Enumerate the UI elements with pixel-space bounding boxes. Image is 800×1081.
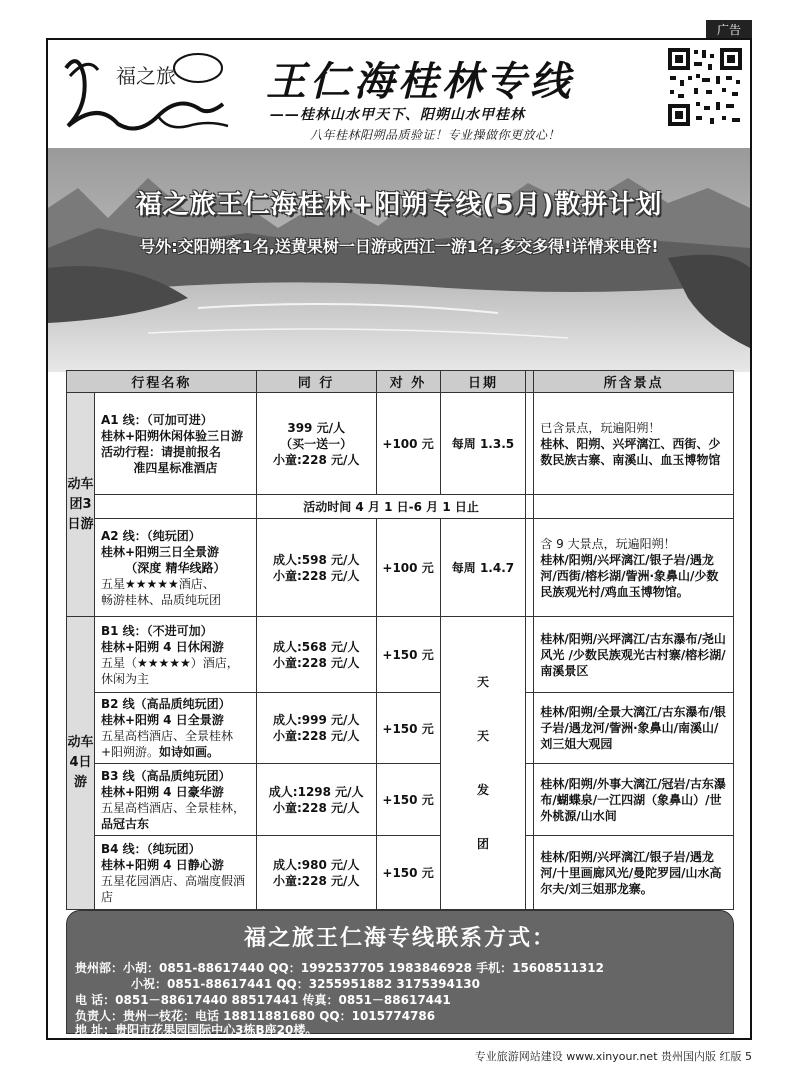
header-trade-price: 同 行 <box>256 371 376 393</box>
contact-phone-fax: 电 话：0851－88617440 88517441 传真：0851－88617441 <box>75 993 451 1007</box>
price-cell <box>256 764 376 836</box>
price-cell <box>256 617 376 693</box>
route-title: B1 线：（不进可加） <box>100 623 213 638</box>
route-slogan: 如诗如画。 <box>159 745 220 759</box>
price-cell <box>256 393 376 495</box>
header-route-name: 行程名称 <box>67 371 257 393</box>
gap-cell <box>526 519 534 617</box>
price-cell <box>256 693 376 764</box>
price-adult: 成人:980 元/人 <box>272 857 360 872</box>
price-child: 小童:228 元/人 <box>272 729 360 743</box>
table-row <box>67 836 734 910</box>
spots-list: 桂林/阳朔/兴坪漓江/古东瀑布/尧山风光 /少数民族观光古村寨/榕杉湖/南溪景区 <box>540 631 726 678</box>
price-adult: 399 元/人 <box>287 420 345 435</box>
slogan-primary: ——桂林山水甲天下、阳朔山水甲桂林 <box>270 107 525 123</box>
daily-char: 发 <box>476 783 489 797</box>
route-name: 桂林+阳朔休闲体验三日游 <box>100 428 244 443</box>
gap-cell <box>526 693 534 764</box>
header-gap <box>526 371 534 393</box>
page-footer: 专业旅游网站建设 www.xinyour.net 贵州国内版 红版 5 <box>474 1050 752 1063</box>
departure-daily <box>440 617 526 910</box>
route-b3 <box>94 764 256 836</box>
banner-title: 福之旅王仁海桂林+阳朔专线(5月)散拼计划 <box>135 190 663 220</box>
price-promo: （买一送一） <box>280 436 353 451</box>
slogan-secondary: 八年桂林阳朔品质验证！专业操做你更放心！ <box>310 128 561 142</box>
spots-cell <box>534 764 734 836</box>
route-b1 <box>94 617 256 693</box>
price-adult: 成人:568 元/人 <box>272 639 360 654</box>
route-hotel: 准四星标准酒店 <box>133 460 218 475</box>
contact-manager: 负责人：贵州一枝花：电话 18811881680 QQ：1015774786 <box>75 1009 436 1023</box>
price-adult: 成人:999 元/人 <box>272 713 360 727</box>
contact-address: 地 址：贵阳市花果园国际中心3栋B座20楼。 <box>75 1023 318 1037</box>
route-hotel: 五星花园酒店、高端度假酒店 <box>100 873 245 904</box>
spots-list: 桂林、阳朔、兴坪漓江、西街、少数民族古寨、南溪山、血玉博物馆 <box>540 436 721 467</box>
route-title: B3 线（高品质纯玩团） <box>100 768 231 783</box>
spots-list: 桂林/阳朔/兴坪漓江/银子岩/遇龙河/西街/榕杉湖/訾洲·象鼻山/少数民族观光村/鸡血玉博物馆。 <box>540 552 719 599</box>
price-cell <box>256 519 376 617</box>
contact-panel <box>66 910 734 1037</box>
route-title: A2 线：（纯玩团） <box>100 528 201 543</box>
route-tag: （深度 精华线路） <box>125 560 226 575</box>
departure-date: 每周 1.4.7 <box>440 519 526 617</box>
route-title: B4 线：（纯玩团） <box>100 841 201 856</box>
spots-list: 桂林/阳朔/全景大漓江/古东瀑布/银子岩/遇龙河/訾洲·象鼻山/南溪山/刘三姐大观园 <box>540 705 726 751</box>
header-retail: 对 外 <box>376 371 440 393</box>
header-date: 日期 <box>440 371 526 393</box>
extra-price: +100 元 <box>376 519 440 617</box>
advertisement-frame <box>46 38 752 1040</box>
activity-time: 活动时间 4 月 1 日-6 月 1 日止 <box>256 495 526 519</box>
price-adult: 成人:1298 元/人 <box>268 784 364 799</box>
price-child: 小童:228 元/人 <box>272 655 360 670</box>
spots-cell <box>534 393 734 495</box>
table-row <box>67 617 734 693</box>
contact-guizhou: 贵州部：小胡：0851-88617440 QQ：1992537705 1983846928 手机：15608511312 <box>75 961 604 975</box>
spots-cell <box>534 836 734 910</box>
route-name: 桂林+阳朔 4 日豪华游 <box>100 784 224 799</box>
header-spots: 所含景点 <box>534 371 734 393</box>
qr-code-icon <box>666 46 744 128</box>
route-title: B2 线（高品质纯玩团） <box>100 697 231 711</box>
table-row <box>67 519 734 617</box>
route-hotel: 五星高档酒店、全景桂林， <box>100 800 245 815</box>
brand-logo <box>58 46 248 142</box>
logo-text: 福之旅 <box>116 64 176 88</box>
price-child: 小童:228 元/人 <box>272 452 360 467</box>
price-child: 小童:228 元/人 <box>272 800 360 815</box>
price-adult: 成人:598 元/人 <box>272 552 360 567</box>
route-a1 <box>94 393 256 495</box>
departure-date: 每周 1.3.5 <box>440 393 526 495</box>
group-label-3day: 动车团3日游 <box>67 393 95 617</box>
spots-cell <box>534 693 734 764</box>
route-name: 桂林+阳朔 4 日静心游 <box>100 857 224 872</box>
gap-cell <box>526 617 534 693</box>
route-title: A1 线：（可加可进） <box>100 412 213 427</box>
price-child: 小童:228 元/人 <box>272 873 360 888</box>
route-name: 桂林+阳朔三日全景游 <box>100 544 220 559</box>
route-activity: 活动行程：请提前报名 <box>100 444 221 459</box>
daily-char: 天 <box>476 729 489 743</box>
route-hotel: 五星（★★★★★）酒店，休闲为主 <box>100 655 239 686</box>
spots-cell <box>534 519 734 617</box>
gap-cell <box>526 836 534 910</box>
spots-list: 桂林/阳朔/兴坪漓江/银子岩/遇龙河/十里画廊风光/曼陀罗园/山水高尔夫/刘三姐那龙寨。 <box>540 849 722 896</box>
route-b4 <box>94 836 256 910</box>
extra-price: +150 元 <box>376 617 440 693</box>
table-row <box>67 693 734 764</box>
route-hotel: 五星高档酒店、全景桂林+阳朔游。 <box>100 729 233 759</box>
route-hotel-desc: 畅游桂林、品质纯玩团 <box>100 592 221 607</box>
spots-cell <box>534 617 734 693</box>
main-title: 王仁海桂林专线 <box>266 58 574 105</box>
daily-char: 团 <box>476 837 489 851</box>
table-row <box>67 393 734 495</box>
daily-char: 天 <box>476 675 489 689</box>
landscape-image <box>48 148 750 372</box>
contact-title: 福之旅王仁海专线联系方式： <box>243 926 556 951</box>
route-hotel: 五星★★★★★酒店、 <box>100 576 215 591</box>
route-slogan: 品冠古东 <box>100 816 149 831</box>
extra-price: +150 元 <box>376 764 440 836</box>
contact-xiaozhu: 小祝：0851-88617441 QQ：3255951882 3175394130 <box>131 977 480 991</box>
activity-row <box>67 495 734 519</box>
gap-cell <box>526 764 534 836</box>
header <box>48 40 750 148</box>
ad-tag: 广告 <box>706 20 752 40</box>
price-child: 小童:228 元/人 <box>272 568 360 583</box>
route-b2 <box>94 693 256 764</box>
extra-price: +150 元 <box>376 693 440 764</box>
route-name: 桂林+阳朔 4 日全景游 <box>100 713 224 727</box>
spots-list: 桂林/阳朔/外事大漓江/冠岩/古东瀑布/蝴蝶泉/一江四湖（象鼻山）/世外桃源/山水间 <box>540 776 726 823</box>
group-label-4day: 动车4日游 <box>67 617 95 910</box>
table-header-row <box>67 371 734 393</box>
route-a2 <box>94 519 256 617</box>
extra-price: +150 元 <box>376 836 440 910</box>
spots-note: 已含景点，玩遍阳朔！ <box>540 420 661 435</box>
route-name: 桂林+阳朔 4 日休闲游 <box>100 639 224 654</box>
price-cell <box>256 836 376 910</box>
extra-price: +100 元 <box>376 393 440 495</box>
gap-cell <box>526 393 534 495</box>
itinerary-table <box>66 370 734 910</box>
table-row <box>67 764 734 836</box>
spots-note: 含 9 大景点，玩遍阳朔！ <box>540 536 676 551</box>
banner-subtitle: 号外:交阳朔客1名,送黄果树一日游或西江一游1名,多交多得!详情来电咨! <box>139 237 659 256</box>
landscape-banner <box>48 148 750 372</box>
